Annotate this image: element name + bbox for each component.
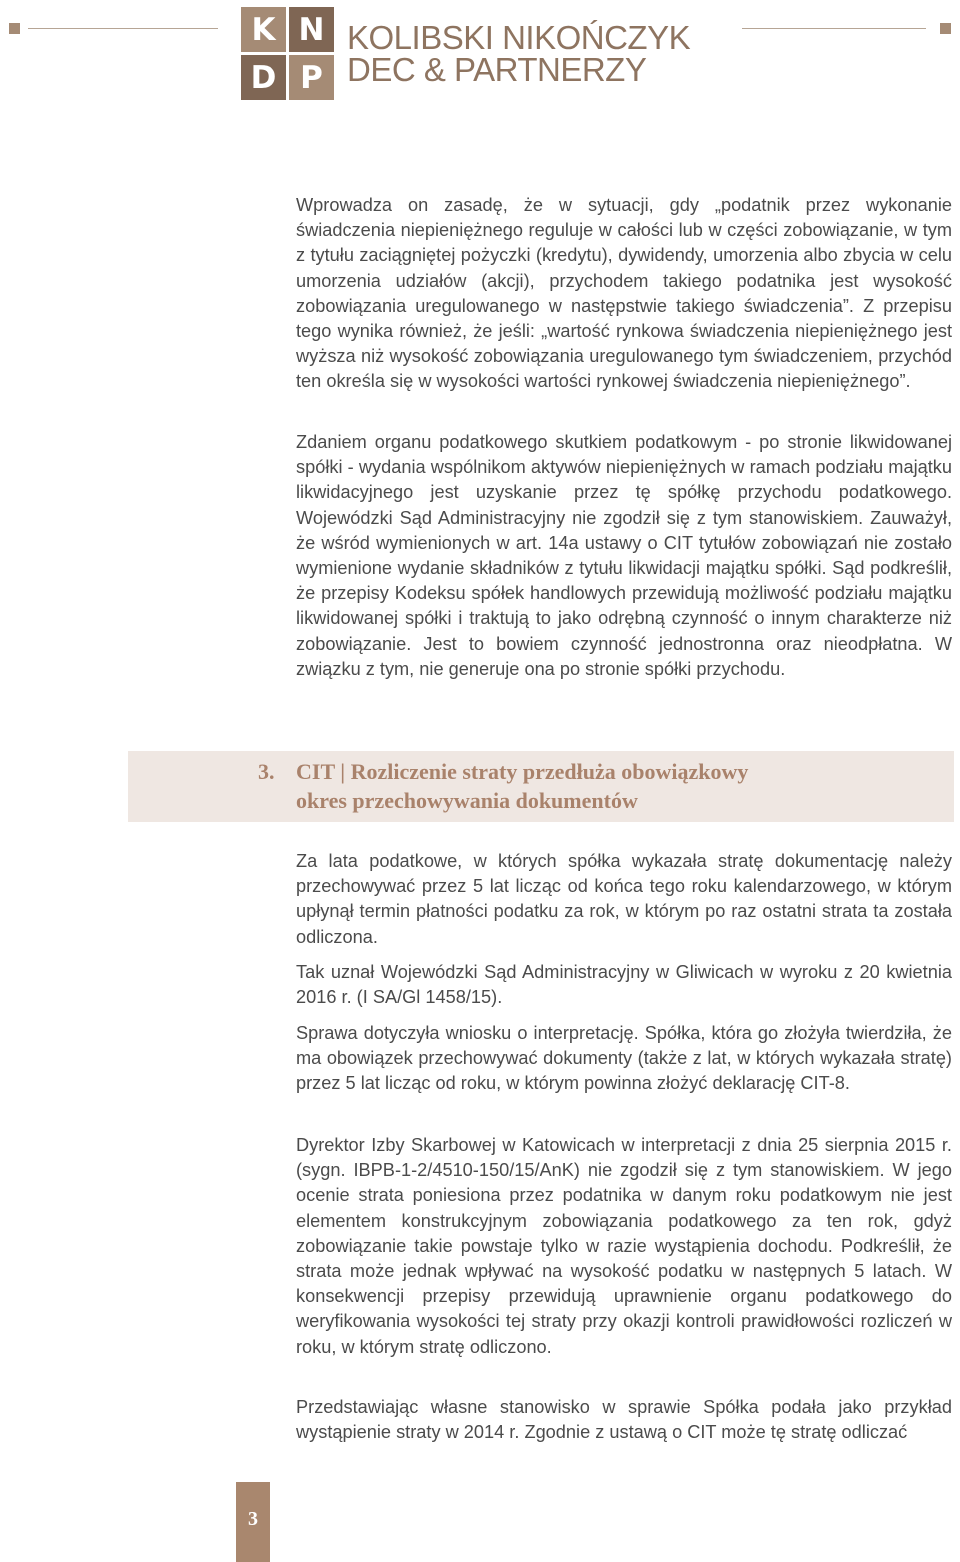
header-right-rule bbox=[742, 28, 926, 29]
paragraph: Tak uznał Wojewódzki Sąd Administracyjny w Gliwicach w wyroku z 20 kwietnia 2016 r. (I SA/Gl 1458/15). bbox=[296, 962, 952, 1008]
section-title-line2: okres przechowywania dokumentów bbox=[296, 788, 638, 813]
logo-letter-p: P bbox=[289, 55, 334, 100]
header-right-square bbox=[940, 23, 951, 34]
brand-name-line1: KOLIBSKI NIKOŃCZYK bbox=[347, 19, 691, 56]
logo-letter-k: K bbox=[241, 7, 286, 52]
paragraph: Za lata podatkowe, w których spółka wykazała stratę dokumentację należy przechowywać przez 5 lat licząc od końca tego roku kalendarzowego, w którym upłynął termin płatności podatku za rok, w którym po raz ostatni strata ta została odliczona. bbox=[296, 851, 952, 947]
section-title bbox=[296, 757, 896, 815]
page-number: 3 bbox=[236, 1482, 270, 1562]
header-left-square bbox=[9, 23, 20, 34]
section-number: 3. bbox=[258, 759, 275, 784]
paragraph: Zdaniem organu podatkowego skutkiem podatkowym - po stronie likwidowanej spółki - wydania wspólnikom aktywów niepieniężnych w ramach podziału majątku likwidacyjnego jest uzyskanie przez tę spółkę przychodu podatkowego. Wojewódzki Sąd Administracyjny nie zgodził się z tym stanowiskiem. Zauważył, że wśród wymienionych w art. 14a ustawy o CIT tytułów zobowiązań nie zostało wymienione wydanie składników z tytułu likwidacji majątku spółki. Sąd podkreślił, że przepisy Kodeksu spółek handlowych przewidują możliwość podziału majątku likwidowanej spółki i traktują to jako odrębną czynność o innym charakterze niż zobowiązanie. Jest to bowiem czynność jednostronna oraz nieodpłatna. W związku z tym, nie generuje ona po stronie spółki przychodu. bbox=[296, 432, 952, 679]
section-title-line1: CIT | Rozliczenie straty przedłuża obowiązkowy bbox=[296, 759, 749, 784]
header-left-rule bbox=[28, 28, 218, 29]
paragraph: Przedstawiając własne stanowisko w sprawie Spółka podała jako przykład wystąpienie straty w 2014 r. Zgodnie z ustawą o CIT może tę stratę odliczać bbox=[296, 1397, 952, 1443]
paragraph: Wprowadza on zasadę, że w sytuacji, gdy „podatnik przez wykonanie świadczenia niepieniężnego reguluje w całości lub w części zobowiązanie, w tym z tytułu zaciągniętej pożyczki (kredytu), dywidendy, umorzenia albo zbycia w celu umorzenia udziałów (akcji), przychodem takiego podatnika jest wysokość zobowiązania uregulowanego w następstwie takiego świadczenia”. Z przepisu tego wynika również, że jeśli: „wartość rynkowa świadczenia niepieniężnego jest wyższa niż wysokość zobowiązania uregulowanego tym świadczeniem, przychód ten określa się w wysokości wartości rynkowej świadczenia niepieniężnego”. bbox=[296, 195, 952, 392]
brand-name-line2: DEC & PARTNERZY bbox=[347, 51, 647, 88]
logo-letter-d: D bbox=[241, 55, 286, 100]
logo-letter-n: N bbox=[289, 7, 334, 52]
paragraph: Dyrektor Izby Skarbowej w Katowicach w interpretacji z dnia 25 sierpnia 2015 r. (sygn. IBPB-1-2/4510-150/15/AnK) nie zgodził się z tym stanowiskiem. W jego ocenie strata poniesiona przez podatnika w danym roku podatkowym nie jest elementem konstrukcyjnym zobowiązania podatkowego za ten rok, gdyż zobowiązanie takie powstaje tylko w razie wystąpienia dochodu. Podkreślił, że strata może jednak wpływać na wysokość podatku w następnych 5 latach. W konsekwencji przepisy przewidują uprawnienie organu podatkowego do weryfikowania wysokości tej straty przy okazji kontroli prawidłowości rozliczeń w roku, w którym stratę odliczono. bbox=[296, 1135, 952, 1357]
paragraph: Sprawa dotyczyła wniosku o interpretację. Spółka, która go złożyła twierdziła, że ma obowiązek przechowywać dokumenty (także z lat, w których wykazała stratę) przez 5 lat licząc od roku, w którym powinna złożyć deklarację CIT-8. bbox=[296, 1023, 952, 1094]
